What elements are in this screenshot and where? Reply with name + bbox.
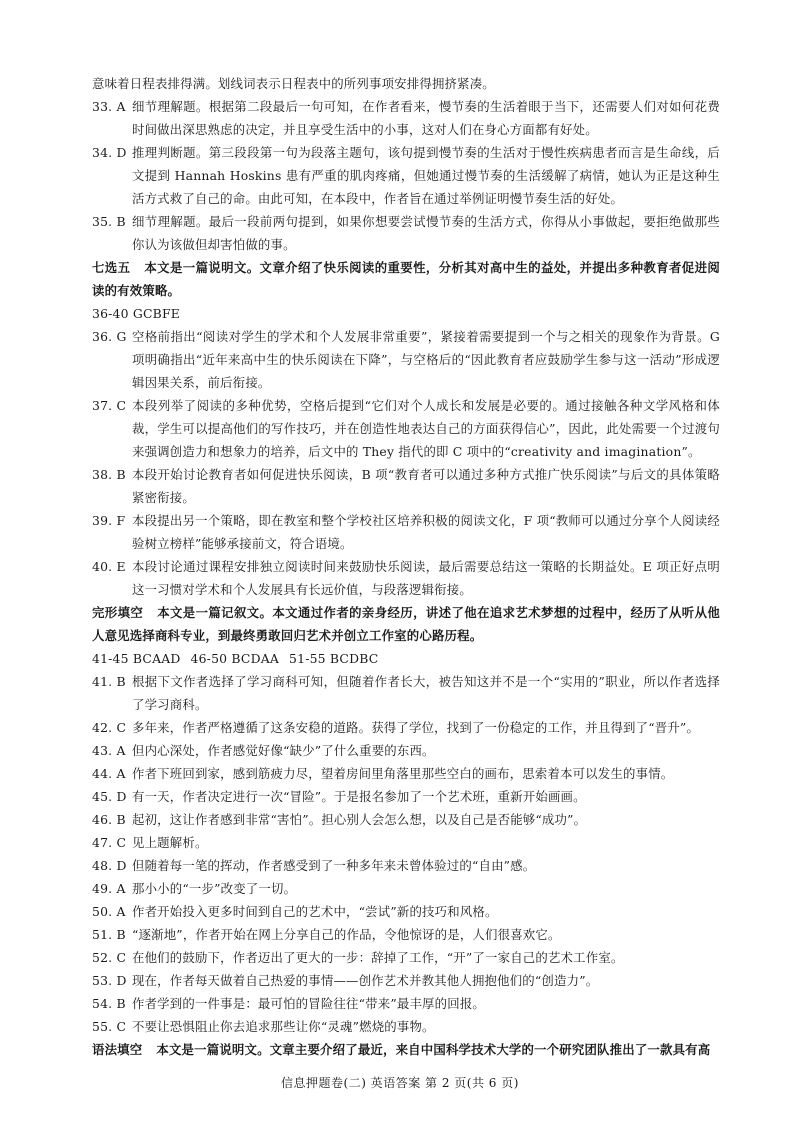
item-number: 48. D bbox=[92, 858, 127, 873]
item-number: 45. D bbox=[92, 789, 127, 804]
answer-item bbox=[92, 210, 720, 256]
section-label: 七选五 bbox=[92, 260, 131, 275]
item-number: 47. C bbox=[92, 835, 127, 850]
answer-item bbox=[92, 992, 720, 1015]
item-number: 41. B bbox=[92, 674, 126, 689]
answer-item bbox=[92, 670, 720, 716]
answer-item bbox=[92, 808, 720, 831]
answer-item bbox=[92, 716, 720, 739]
answer-item bbox=[92, 95, 720, 141]
item-number: 38. B bbox=[92, 467, 126, 482]
section-label: 完形填空 bbox=[92, 605, 144, 620]
answer-item bbox=[92, 1015, 720, 1038]
item-number: 39. F bbox=[92, 513, 126, 528]
item-explanation: 本段列举了阅读的多种优势，空格后提到“它们对个人成长和发展是必要的。通过接触各种文学风格和体裁，学生可以提高他们的写作技巧，并在创造性地表达自己的方面获得信心”，因此，此处需要一个过渡句来强调创造力和想象力的培养，后文中的 They 指代的即 C 项中的“creativity and imagination”。 bbox=[132, 398, 720, 459]
answer-item bbox=[92, 141, 720, 210]
answer-item bbox=[92, 969, 720, 992]
section-heading-yufa bbox=[92, 1038, 720, 1061]
answer-item bbox=[92, 785, 720, 808]
answer-key-41-55 bbox=[92, 647, 720, 670]
item-explanation: 根据下文作者选择了学习商科可知，但随着作者长大，被告知这并不是一个“实用的”职业，所以作者选择了学习商科。 bbox=[132, 674, 720, 712]
item-number: 50. A bbox=[92, 904, 126, 919]
item-explanation: 不要让恐惧阻止你去追求那些让你“灵魂”燃烧的事物。 bbox=[132, 1019, 435, 1034]
item-number: 37. C bbox=[92, 398, 127, 413]
item-explanation: 有一天，作者决定进行一次“冒险”。于是报名参加了一个艺术班，重新开始画画。 bbox=[132, 789, 586, 804]
answer-item bbox=[92, 831, 720, 854]
item-explanation: 本段提出另一个策略，即在教室和整个学校社区培养积极的阅读文化，F 项“教师可以通过分享个人阅读经验树立榜样”能够承接前文，符合语境。 bbox=[132, 513, 720, 551]
answer-item bbox=[92, 509, 720, 555]
answer-group: 51-55 BCDBC bbox=[289, 651, 379, 666]
answer-item bbox=[92, 854, 720, 877]
item-number: 44. A bbox=[92, 766, 126, 781]
item-explanation: 在他们的鼓励下，作者迈出了更大的一步：辞掉了工作，“开”了一家自己的艺术工作室。 bbox=[132, 950, 624, 965]
answer-item bbox=[92, 463, 720, 509]
answer-item bbox=[92, 555, 720, 601]
answer-group: 41-45 BCAAD bbox=[92, 651, 181, 666]
answer-item bbox=[92, 739, 720, 762]
section-summary: 本文是一篇记叙文。本文通过作者的亲身经历，讲述了他在追求艺术梦想的过程中，经历了从听从他人意见选择商科专业，到最终勇敢回归艺术并创立工作室的心路历程。 bbox=[92, 605, 720, 643]
answer-group: 46-50 BCDAA bbox=[190, 651, 280, 666]
answer-item bbox=[92, 877, 720, 900]
item-explanation: 但内心深处，作者感觉好像“缺少”了什么重要的东西。 bbox=[132, 743, 435, 758]
item-explanation: 本段开始讨论教育者如何促进快乐阅读，B 项“教育者可以通过多种方式推广快乐阅读”与后文的具体策略紧密衔接。 bbox=[132, 467, 720, 505]
item-explanation: 作者学到的一件事是：最可怕的冒险往往“带来”最丰厚的回报。 bbox=[132, 996, 486, 1011]
item-number: 49. A bbox=[92, 881, 126, 896]
item-explanation: 作者开始投入更多时间到自己的艺术中，“尝试”新的技巧和风格。 bbox=[132, 904, 498, 919]
item-number: 52. C bbox=[92, 950, 127, 965]
answer-item bbox=[92, 923, 720, 946]
item-explanation: 见上题解析。 bbox=[132, 835, 208, 850]
answer-item bbox=[92, 946, 720, 969]
item-explanation: 本段讨论通过课程安排独立阅读时间来鼓励快乐阅读，最后需要总结这一策略的长期益处。E 项正好点明这一习惯对学术和个人发展具有长远价值，与段落逻辑衔接。 bbox=[132, 559, 720, 597]
item-number: 40. E bbox=[92, 559, 126, 574]
item-explanation: 细节理解题。最后一段前两句提到，如果你想要尝试慢节奏的生活方式，你得从小事做起，要拒绝做那些你认为该做但却害怕做的事。 bbox=[132, 214, 720, 252]
item-number: 46. B bbox=[92, 812, 126, 827]
section-label: 语法填空 bbox=[92, 1042, 143, 1057]
item-explanation: 多年来，作者严格遵循了这条安稳的道路。获得了学位，找到了一份稳定的工作，并且得到了“晋升”。 bbox=[132, 720, 700, 735]
item-explanation: “逐渐地”，作者开始在网上分享自己的作品，令他惊讶的是，人们很喜欢它。 bbox=[132, 927, 561, 942]
answer-item bbox=[92, 762, 720, 785]
item-number: 36. G bbox=[92, 329, 127, 344]
page-footer: 信息押题卷(二) 英语答案 第 2 页(共 6 页) bbox=[281, 1076, 519, 1090]
item-explanation: 细节理解题。根据第二段最后一句可知，在作者看来，慢节奏的生活着眼于当下，还需要人们对如何花费时间做出深思熟虑的决定，并且享受生活中的小事，这对人们在身心方面都有好处。 bbox=[132, 99, 720, 137]
section-heading-wanxing bbox=[92, 601, 720, 647]
intro-line: 意味着日程表排得满。划线词表示日程表中的所列事项安排得拥挤紧凑。 bbox=[92, 76, 495, 91]
item-number: 35. B bbox=[92, 214, 126, 229]
item-explanation: 空格前指出“阅读对学生的学术和个人发展非常重要”，紧接着需要提到一个与之相关的现象作为背景。G项明确指出“近年来高中生的快乐阅读在下降”，与空格后的“因此教育者应鼓励学生参与这一活动”形成逻辑因果关系，前后衔接。 bbox=[132, 329, 720, 390]
item-number: 42. C bbox=[92, 720, 127, 735]
answer-item bbox=[92, 394, 720, 463]
item-number: 53. D bbox=[92, 973, 127, 988]
answer-key-36-40: 36-40 GCBFE bbox=[92, 306, 180, 321]
item-number: 43. A bbox=[92, 743, 126, 758]
item-number: 51. B bbox=[92, 927, 126, 942]
item-number: 33. A bbox=[92, 99, 126, 114]
section-heading-qixuanwu bbox=[92, 256, 720, 302]
answer-item bbox=[92, 325, 720, 394]
section-summary: 本文是一篇说明文。文章主要介绍了最近，来自中国科学技术大学的一个研究团队推出了一款具有高 bbox=[156, 1042, 711, 1057]
item-explanation: 起初，这让作者感到非常“害怕”。担心别人会怎么想，以及自己是否能够“成功”。 bbox=[132, 812, 587, 827]
item-explanation: 作者下班回到家，感到筋疲力尽，望着房间里角落里那些空白的画布，思索着本可以发生的事情。 bbox=[132, 766, 674, 781]
page-content bbox=[92, 72, 720, 1061]
answer-item bbox=[92, 900, 720, 923]
item-explanation: 但随着每一笔的挥动，作者感受到了一种多年来未曾体验过的“自由”感。 bbox=[132, 858, 536, 873]
item-explanation: 推理判断题。第三段段第一句为段落主题句，该句提到慢节奏的生活对于慢性疾病患者而言是生命线，后文提到 Hannah Hoskins 患有严重的肌肉疼痛，但她通过慢节奏的生活缓解了病情，她认为正是这种生活方式救了自己的命。由此可知，在本段中，作者旨在通过举例证明慢节奏生活的好处。 bbox=[132, 145, 720, 206]
item-number: 55. C bbox=[92, 1019, 127, 1034]
section-summary: 本文是一篇说明文。文章介绍了快乐阅读的重要性，分析其对高中生的益处，并提出多种教育者促进阅读的有效策略。 bbox=[92, 260, 720, 298]
item-explanation: 现在，作者每天做着自己热爱的事情——创作艺术并教其他人拥抱他们的“创造力”。 bbox=[132, 973, 599, 988]
item-number: 34. D bbox=[92, 145, 127, 160]
item-number: 54. B bbox=[92, 996, 126, 1011]
item-explanation: 那小小的“一步”改变了一切。 bbox=[132, 881, 297, 896]
